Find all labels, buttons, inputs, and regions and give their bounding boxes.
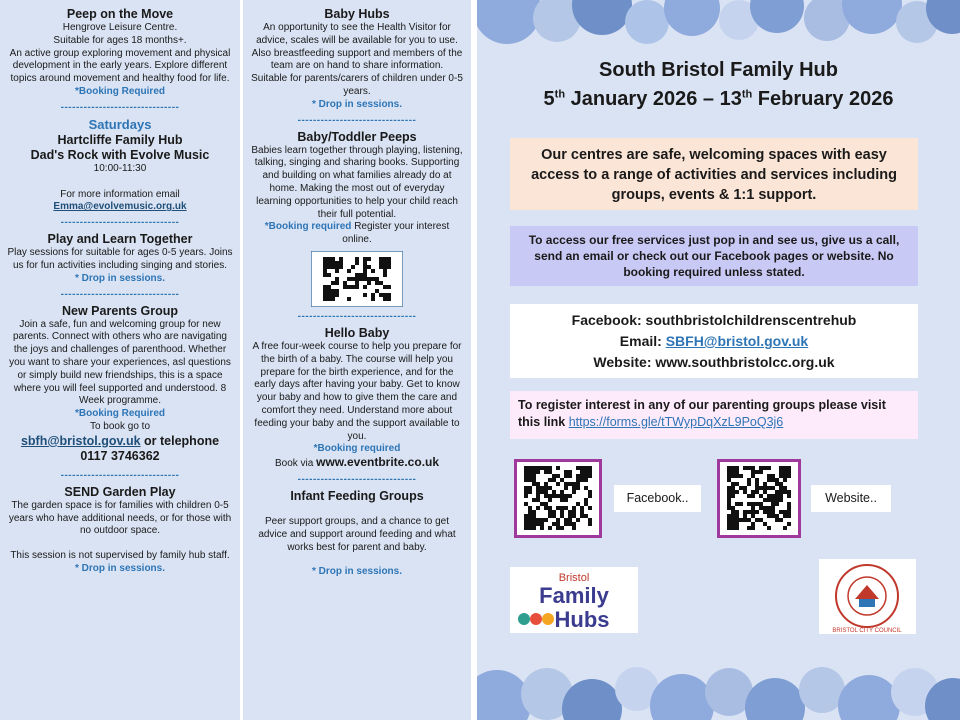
website-qr-label: Website..: [811, 485, 891, 512]
divider: -------------------------------: [297, 310, 417, 322]
qr-pattern: [524, 466, 592, 530]
access-box: To access our free services just pop in and see us, give us a call, send an email or check out our Facebook pages or website. No booking required unless stated.: [510, 226, 918, 286]
hello-baby-title: Hello Baby: [324, 325, 390, 340]
parents-book-text: To book go to: [89, 420, 151, 432]
bubbles-banner-top: [477, 0, 960, 46]
peep-age: Suitable for ages 18 months+.: [53, 34, 187, 46]
send-description: The garden space is for families with children 0-5 years who have additional needs, or for those with no outdoor space.: [8, 499, 232, 537]
peep-booking: *Booking Required: [74, 85, 165, 97]
dads-rock-title: Dad's Rock with Evolve Music: [30, 147, 210, 162]
play-title: Play and Learn Together: [47, 232, 193, 247]
peep-section: [6, 7, 234, 99]
website-qr-code-icon[interactable]: [717, 459, 801, 538]
play-description: Play sessions for suitable for ages 0-5 years. Joins us for fun activities including singing and stories.: [7, 247, 233, 271]
feeding-title: Infant Feeding Groups: [290, 488, 424, 503]
baby-hubs-suitable: Suitable for parents/carers of children under 0-5 years.: [251, 73, 463, 97]
parents-section: [6, 304, 234, 464]
bubbles-banner-bottom: [477, 644, 960, 720]
hub-email-link[interactable]: SBFH@bristol.gov.uk: [665, 333, 809, 349]
contact-box: [510, 304, 918, 378]
feeding-drop-in: * Drop in sessions.: [311, 566, 403, 578]
play-section: [6, 232, 234, 285]
toddler-section: [251, 130, 463, 307]
hello-baby-description: A free four-week course to help you prepare for the birth of a baby. The course will help you prepare for the birth experience, and for the early days after having your baby. Get to know your baby and how to give them the care and comfort they need. Understand more about feeding your baby and the support available to you.: [252, 340, 462, 442]
svg-text:Bristol: Bristol: [558, 572, 590, 584]
baby-hubs-drop-in: * Drop in sessions.: [311, 98, 403, 110]
eventbrite-site[interactable]: www.eventbrite.co.uk: [316, 455, 440, 470]
send-note: This session is not supervised by family hub staff.: [10, 550, 230, 562]
divider: -------------------------------: [297, 114, 417, 126]
svg-text:Hubs: Hubs: [554, 607, 610, 632]
bristol-family-hubs-logo: [510, 567, 638, 633]
saturdays-venue: Hartcliffe Family Hub: [57, 132, 183, 147]
dads-rock-time: 10:00-11:30: [93, 162, 147, 174]
feeding-section: [251, 489, 463, 579]
qr-code-icon[interactable]: [311, 251, 403, 307]
feeding-description: Peer support groups, and a chance to get advice and support around feeding and what works best for parent and baby.: [258, 515, 456, 553]
book-via: Book via: [274, 458, 317, 470]
toddler-description: Babies learn together through playing, listening, talking, singing and sharing books. Supporting and building on what families already do at home. Making the most out of everyday learning opportunities to help your child reach their full potential.: [251, 144, 463, 220]
hello-baby-booking: *Booking required: [313, 443, 401, 455]
divider: -------------------------------: [60, 288, 180, 300]
peep-venue: Hengrove Leisure Centre.: [62, 22, 178, 33]
facebook-qr-code-icon[interactable]: [514, 459, 602, 538]
saturdays-heading: Saturdays: [88, 116, 152, 132]
hub-title: South Bristol Family Hub: [599, 59, 838, 81]
divider: -------------------------------: [60, 217, 180, 229]
qr-pattern: [727, 466, 791, 530]
hub-title-block: [477, 56, 960, 114]
toddler-title: Baby/Toddler Peeps: [297, 129, 417, 144]
hub-dates: 5th January 2026 – 13th February 2026: [543, 88, 894, 110]
register-text: To register interest in any of our parenting groups please visit this link: [518, 398, 886, 429]
toddler-booking: *Booking required: [264, 221, 352, 233]
middle-column: [243, 0, 471, 720]
play-drop-in: * Drop in sessions.: [74, 272, 166, 284]
dads-rock-info: For more information email: [60, 188, 180, 200]
right-column: [477, 0, 960, 720]
parents-title: New Parents Group: [62, 303, 178, 318]
parents-description: Join a safe, fun and welcoming group for new parents. Connect with others who are navigating the joys and challenges of parenthood. Whether you want to share your experiences, asl questions or simply build new friendships, this is a space where you will feel supported and understood. 8 Week programme.: [9, 318, 231, 407]
register-link[interactable]: https://forms.gle/tTWypDqXzL9PoQ3j6: [568, 415, 784, 429]
peep-title: Peep on the Move: [66, 7, 174, 21]
left-column: [0, 0, 240, 720]
facebook-line: Facebook: southbristolchildrenscentrehub: [571, 312, 857, 328]
send-title: SEND Garden Play: [64, 484, 176, 499]
bristol-city-council-logo: [819, 559, 916, 634]
send-section: [6, 485, 234, 576]
website-line: Website: www.southbristolcc.org.uk: [593, 354, 835, 370]
safe-spaces-box: Our centres are safe, welcoming spaces with easy access to a range of activities and services including groups, events & 1:1 support.: [510, 138, 918, 210]
svg-text:Family: Family: [539, 583, 609, 608]
baby-hubs-description: An opportunity to see the Health Visitor for advice, scales will be available for you to use. Also breastfeeding support and members of the team are on hand to share information.: [251, 22, 463, 72]
peep-description: An active group exploring movement and physical development in the early years. Explore different topics around movement and healthy food for life.: [9, 47, 231, 85]
toddler-register: Register your interest online.: [342, 221, 450, 246]
divider: -------------------------------: [60, 101, 180, 113]
baby-hubs-section: [251, 7, 463, 112]
email-label: Email:: [619, 333, 666, 349]
svg-text:BRISTOL CITY COUNCIL: BRISTOL CITY COUNCIL: [832, 628, 902, 634]
baby-hubs-title: Baby Hubs: [324, 7, 390, 21]
or-telephone: or telephone: [140, 433, 220, 448]
divider: -------------------------------: [60, 469, 180, 481]
parents-phone: 0117 3746362: [80, 448, 160, 463]
sbfh-email-link[interactable]: sbfh@bristol.gov.uk: [20, 433, 141, 448]
evolve-email-link[interactable]: Emma@evolvemusic.org.uk: [53, 201, 187, 213]
register-box: [510, 391, 918, 439]
parents-booking: *Booking Required: [74, 408, 165, 420]
facebook-qr-label: Facebook..: [614, 485, 701, 512]
hello-baby-section: [251, 326, 463, 471]
saturdays-section: [6, 117, 234, 214]
divider: -------------------------------: [297, 473, 417, 485]
send-drop-in: * Drop in sessions.: [74, 562, 166, 574]
